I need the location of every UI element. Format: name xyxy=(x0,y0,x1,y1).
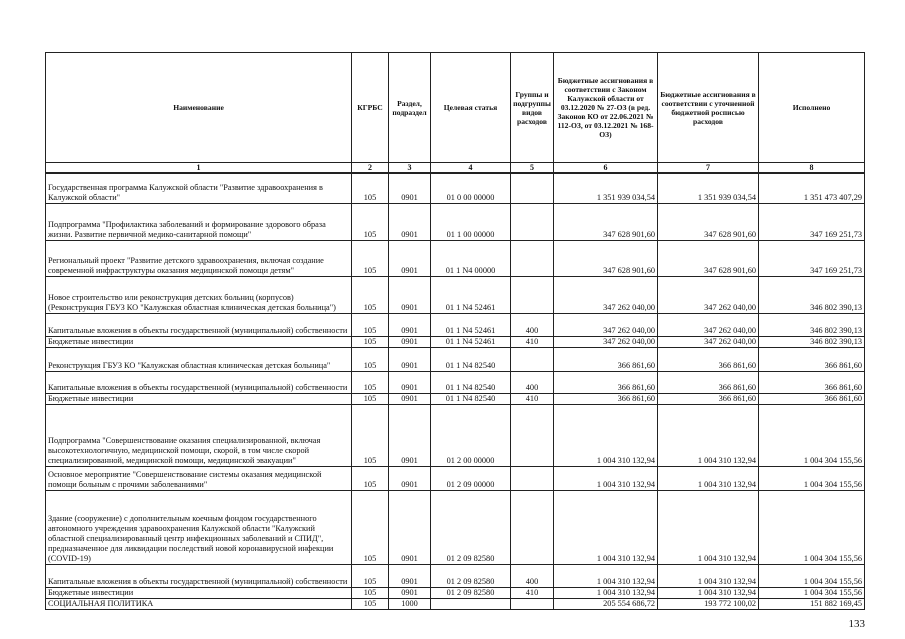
header-row xyxy=(46,53,865,163)
row-budget-amount: 1 004 310 132,94 xyxy=(658,404,759,466)
row-kgrbs: 105 xyxy=(352,564,389,587)
row-law-amount: 347 262 040,00 xyxy=(554,313,658,336)
table-row xyxy=(46,564,865,587)
row-budget-amount: 1 004 310 132,94 xyxy=(658,466,759,490)
row-group xyxy=(511,347,554,371)
row-group xyxy=(511,276,554,313)
row-kgrbs: 105 xyxy=(352,347,389,371)
page-number: 133 xyxy=(848,618,865,630)
header-groups: Группы и подгруппы видов расходов xyxy=(511,53,554,163)
row-law-amount: 366 861,60 xyxy=(554,393,658,404)
row-law-amount: 1 004 310 132,94 xyxy=(554,466,658,490)
header-target: Целевая статья xyxy=(431,53,511,163)
row-group xyxy=(511,240,554,276)
row-section: 0901 xyxy=(389,404,431,466)
row-target: 01 1 N4 52461 xyxy=(431,313,511,336)
row-budget-amount: 1 004 310 132,94 xyxy=(658,564,759,587)
row-budget-amount: 347 262 040,00 xyxy=(658,336,759,347)
row-group xyxy=(511,466,554,490)
column-number: 6 xyxy=(554,163,658,174)
row-executed-amount: 1 004 304 155,56 xyxy=(759,490,865,564)
row-target: 01 1 00 00000 xyxy=(431,203,511,240)
table-row xyxy=(46,393,865,404)
row-executed-amount: 1 004 304 155,56 xyxy=(759,404,865,466)
table-row xyxy=(46,240,865,276)
table-row xyxy=(46,313,865,336)
column-number: 3 xyxy=(389,163,431,174)
row-target: 01 2 09 82580 xyxy=(431,587,511,598)
row-name: Здание (сооружение) с дополнительным коечным фондом государственного автономного учреждения здравоохранения Калужской области "Калужский областной специализированный центр инфекционных заболеваний и СПИД", предназначенное для ликвидации последствий новой коронавирусной инфекции (COVID-19) xyxy=(46,490,352,564)
row-group xyxy=(511,598,554,609)
row-name: Региональный проект "Развитие детского здравоохранения, включая создание современной инфраструктуры оказания медицинской помощи детям" xyxy=(46,240,352,276)
row-budget-amount: 1 004 310 132,94 xyxy=(658,587,759,598)
row-name: Подпрограмма "Совершенствование оказания специализированной, включая высокотехнологичную, медицинской помощи, скорой, в том числе скорой специализированной, медицинской помощи, медицинской эвакуации" xyxy=(46,404,352,466)
row-name: Бюджетные инвестиции xyxy=(46,587,352,598)
table-row xyxy=(46,347,865,371)
row-target xyxy=(431,598,511,609)
row-target: 01 1 N4 82540 xyxy=(431,393,511,404)
row-group xyxy=(511,490,554,564)
row-law-amount: 205 554 686,72 xyxy=(554,598,658,609)
row-law-amount: 1 004 310 132,94 xyxy=(554,404,658,466)
row-executed-amount: 346 802 390,13 xyxy=(759,276,865,313)
table-row xyxy=(46,587,865,598)
row-budget-amount: 366 861,60 xyxy=(658,347,759,371)
row-executed-amount: 346 802 390,13 xyxy=(759,313,865,336)
row-budget-amount: 347 628 901,60 xyxy=(658,240,759,276)
row-law-amount: 1 004 310 132,94 xyxy=(554,587,658,598)
row-target: 01 1 N4 82540 xyxy=(431,347,511,371)
row-kgrbs: 105 xyxy=(352,404,389,466)
table-row xyxy=(46,276,865,313)
row-group xyxy=(511,173,554,203)
column-number: 5 xyxy=(511,163,554,174)
row-law-amount: 1 004 310 132,94 xyxy=(554,564,658,587)
row-law-amount: 347 262 040,00 xyxy=(554,276,658,313)
row-name: Новое строительство или реконструкция детских больниц (корпусов) (Реконструкция ГБУЗ КО "Калужская областная клиническая детская больница") xyxy=(46,276,352,313)
row-law-amount: 366 861,60 xyxy=(554,347,658,371)
row-group: 410 xyxy=(511,336,554,347)
row-kgrbs: 105 xyxy=(352,203,389,240)
row-target: 01 1 N4 00000 xyxy=(431,240,511,276)
row-name: СОЦИАЛЬНАЯ ПОЛИТИКА xyxy=(46,598,352,609)
row-kgrbs: 105 xyxy=(352,240,389,276)
row-section: 0901 xyxy=(389,173,431,203)
row-budget-amount: 1 004 310 132,94 xyxy=(658,490,759,564)
row-executed-amount: 366 861,60 xyxy=(759,347,865,371)
row-law-amount: 347 262 040,00 xyxy=(554,336,658,347)
row-group xyxy=(511,404,554,466)
row-law-amount: 347 628 901,60 xyxy=(554,240,658,276)
row-kgrbs: 105 xyxy=(352,371,389,393)
row-name: Подпрограмма "Профилактика заболеваний и формирование здорового образа жизни. Развитие первичной медико-санитарной помощи" xyxy=(46,203,352,240)
row-kgrbs: 105 xyxy=(352,598,389,609)
row-target: 01 1 N4 52461 xyxy=(431,336,511,347)
row-group: 410 xyxy=(511,587,554,598)
row-kgrbs: 105 xyxy=(352,276,389,313)
row-budget-amount: 366 861,60 xyxy=(658,371,759,393)
row-group: 400 xyxy=(511,371,554,393)
header-section: Раздел, подраздел xyxy=(389,53,431,163)
row-budget-amount: 366 861,60 xyxy=(658,393,759,404)
header-executed: Исполнено xyxy=(759,53,865,163)
row-section: 0901 xyxy=(389,203,431,240)
table-row xyxy=(46,466,865,490)
row-section: 0901 xyxy=(389,371,431,393)
row-kgrbs: 105 xyxy=(352,336,389,347)
row-name: Бюджетные инвестиции xyxy=(46,393,352,404)
row-kgrbs: 105 xyxy=(352,173,389,203)
table-row xyxy=(46,598,865,609)
row-budget-amount: 347 262 040,00 xyxy=(658,276,759,313)
row-kgrbs: 105 xyxy=(352,490,389,564)
row-section: 0901 xyxy=(389,466,431,490)
row-name: Капитальные вложения в объекты государственной (муниципальной) собственности xyxy=(46,371,352,393)
row-law-amount: 366 861,60 xyxy=(554,371,658,393)
row-law-amount: 347 628 901,60 xyxy=(554,203,658,240)
header-name: Наименование xyxy=(46,53,352,163)
budget-table xyxy=(45,52,865,610)
row-name: Бюджетные инвестиции xyxy=(46,336,352,347)
row-kgrbs: 105 xyxy=(352,313,389,336)
row-kgrbs: 105 xyxy=(352,587,389,598)
column-number: 1 xyxy=(46,163,352,174)
row-executed-amount: 346 802 390,13 xyxy=(759,336,865,347)
row-section: 1000 xyxy=(389,598,431,609)
row-target: 01 2 09 00000 xyxy=(431,466,511,490)
row-section: 0901 xyxy=(389,276,431,313)
row-target: 01 2 09 82580 xyxy=(431,564,511,587)
header-budget: Бюджетные ассигнования в соответствии с уточненной бюджетной росписью расходов xyxy=(658,53,759,163)
row-kgrbs: 105 xyxy=(352,466,389,490)
row-budget-amount: 347 262 040,00 xyxy=(658,313,759,336)
table-row xyxy=(46,490,865,564)
row-executed-amount: 151 882 169,45 xyxy=(759,598,865,609)
row-group xyxy=(511,203,554,240)
row-name: Основное мероприятие "Совершенствование системы оказания медицинской помощи больным с прочими заболеваниями" xyxy=(46,466,352,490)
row-section: 0901 xyxy=(389,336,431,347)
table-row xyxy=(46,371,865,393)
row-group: 400 xyxy=(511,313,554,336)
row-executed-amount: 1 004 304 155,56 xyxy=(759,564,865,587)
row-group: 410 xyxy=(511,393,554,404)
row-budget-amount: 347 628 901,60 xyxy=(658,203,759,240)
row-section: 0901 xyxy=(389,393,431,404)
table-row xyxy=(46,203,865,240)
row-law-amount: 1 351 939 034,54 xyxy=(554,173,658,203)
column-number: 2 xyxy=(352,163,389,174)
row-name: Капитальные вложения в объекты государственной (муниципальной) собственности xyxy=(46,313,352,336)
row-budget-amount: 193 772 100,02 xyxy=(658,598,759,609)
column-number-row xyxy=(46,163,865,174)
row-target: 01 1 N4 52461 xyxy=(431,276,511,313)
row-target: 01 2 00 00000 xyxy=(431,404,511,466)
row-executed-amount: 1 004 304 155,56 xyxy=(759,587,865,598)
column-number: 4 xyxy=(431,163,511,174)
row-executed-amount: 347 169 251,73 xyxy=(759,203,865,240)
row-executed-amount: 347 169 251,73 xyxy=(759,240,865,276)
header-kgrbs: КГРБС xyxy=(352,53,389,163)
table-row xyxy=(46,173,865,203)
row-name: Капитальные вложения в объекты государственной (муниципальной) собственности xyxy=(46,564,352,587)
row-target: 01 1 N4 82540 xyxy=(431,371,511,393)
row-section: 0901 xyxy=(389,240,431,276)
row-name: Реконструкция ГБУЗ КО "Калужская областная клиническая детская больница" xyxy=(46,347,352,371)
table-row xyxy=(46,404,865,466)
row-kgrbs: 105 xyxy=(352,393,389,404)
row-section: 0901 xyxy=(389,490,431,564)
row-law-amount: 1 004 310 132,94 xyxy=(554,490,658,564)
row-executed-amount: 366 861,60 xyxy=(759,393,865,404)
row-executed-amount: 1 351 473 407,29 xyxy=(759,173,865,203)
row-section: 0901 xyxy=(389,313,431,336)
row-budget-amount: 1 351 939 034,54 xyxy=(658,173,759,203)
row-section: 0901 xyxy=(389,564,431,587)
header-law: Бюджетные ассигнования в соответствии с Законом Калужской области от 03.12.2020 № 27-ОЗ (в ред. Законов КО от 22.06.2021 № 112-ОЗ, от 03.12.2021 № 168-ОЗ) xyxy=(554,53,658,163)
table-row xyxy=(46,336,865,347)
row-name: Государственная программа Калужской области "Развитие здравоохранения в Калужской области" xyxy=(46,173,352,203)
row-section: 0901 xyxy=(389,587,431,598)
row-target: 01 2 09 82580 xyxy=(431,490,511,564)
row-section: 0901 xyxy=(389,347,431,371)
row-group: 400 xyxy=(511,564,554,587)
row-executed-amount: 1 004 304 155,56 xyxy=(759,466,865,490)
row-target: 01 0 00 00000 xyxy=(431,173,511,203)
row-executed-amount: 366 861,60 xyxy=(759,371,865,393)
column-number: 8 xyxy=(759,163,865,174)
column-number: 7 xyxy=(658,163,759,174)
